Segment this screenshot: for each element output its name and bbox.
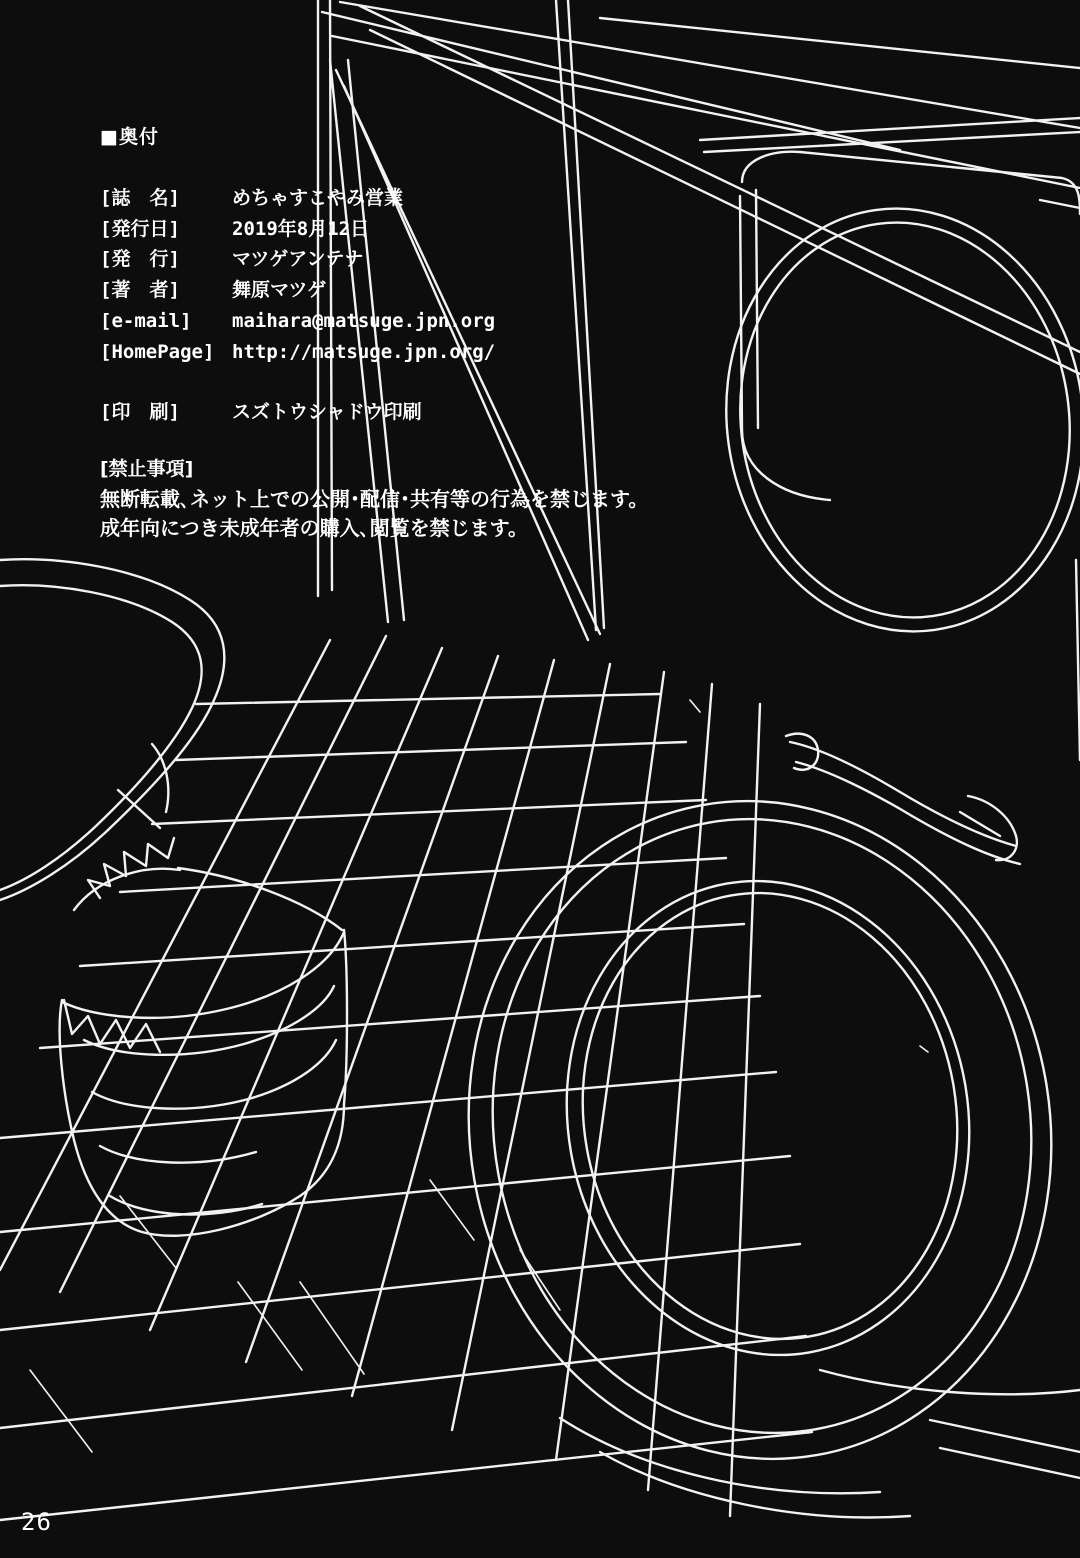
colophon-entry-homepage bbox=[100, 337, 820, 368]
colophon-entry-email-value: maihara@matsuge.jpn.org bbox=[232, 309, 496, 332]
colophon-entry-publisher-label: [発 行] bbox=[100, 248, 180, 271]
colophon-entry-email bbox=[100, 306, 820, 337]
colophon-entry-author bbox=[100, 275, 820, 306]
colophon-entry-title-label: [誌 名] bbox=[100, 186, 180, 209]
notice-line-2: 成年向につき未成年者の購入､閲覧を禁じます。 bbox=[100, 515, 528, 540]
colophon-entry-homepage-value: http://matsuge.jpn.org/ bbox=[232, 340, 496, 363]
colophon-print-value: スズトウシャドウ印刷 bbox=[232, 401, 422, 424]
colophon-heading: ■奥付 bbox=[100, 126, 159, 148]
colophon-entry-date bbox=[100, 214, 820, 245]
colophon-entry-author-value: 舞原マツゲ bbox=[232, 279, 327, 302]
colophon-entry-publisher bbox=[100, 244, 820, 275]
notice-title: [禁止事項] bbox=[100, 458, 194, 481]
colophon-entries bbox=[100, 183, 820, 368]
colophon-entry-publisher-value: マツゲアンテナ bbox=[232, 248, 364, 271]
page-number: 26 bbox=[21, 1508, 52, 1536]
colophon-entry-homepage-label: [HomePage] bbox=[100, 340, 215, 363]
colophon-print-row bbox=[100, 397, 820, 424]
colophon-entry-author-label: [著 者] bbox=[100, 279, 180, 302]
colophon-block bbox=[100, 126, 820, 542]
colophon-print-label: [印 刷] bbox=[100, 401, 180, 424]
colophon-entry-date-value: 2019年8月12日 bbox=[232, 217, 370, 240]
colophon-entry-date-label: [発行日] bbox=[100, 217, 180, 240]
colophon-entry-title-value: めちゃすこやみ営業 bbox=[232, 186, 404, 209]
colophon-entry-email-label: [e-mail] bbox=[100, 309, 192, 332]
colophon-entry-title bbox=[100, 183, 820, 214]
notice-line-1: 無断転載､ネット上での公開･配信･共有等の行為を禁じます。 bbox=[100, 487, 649, 512]
